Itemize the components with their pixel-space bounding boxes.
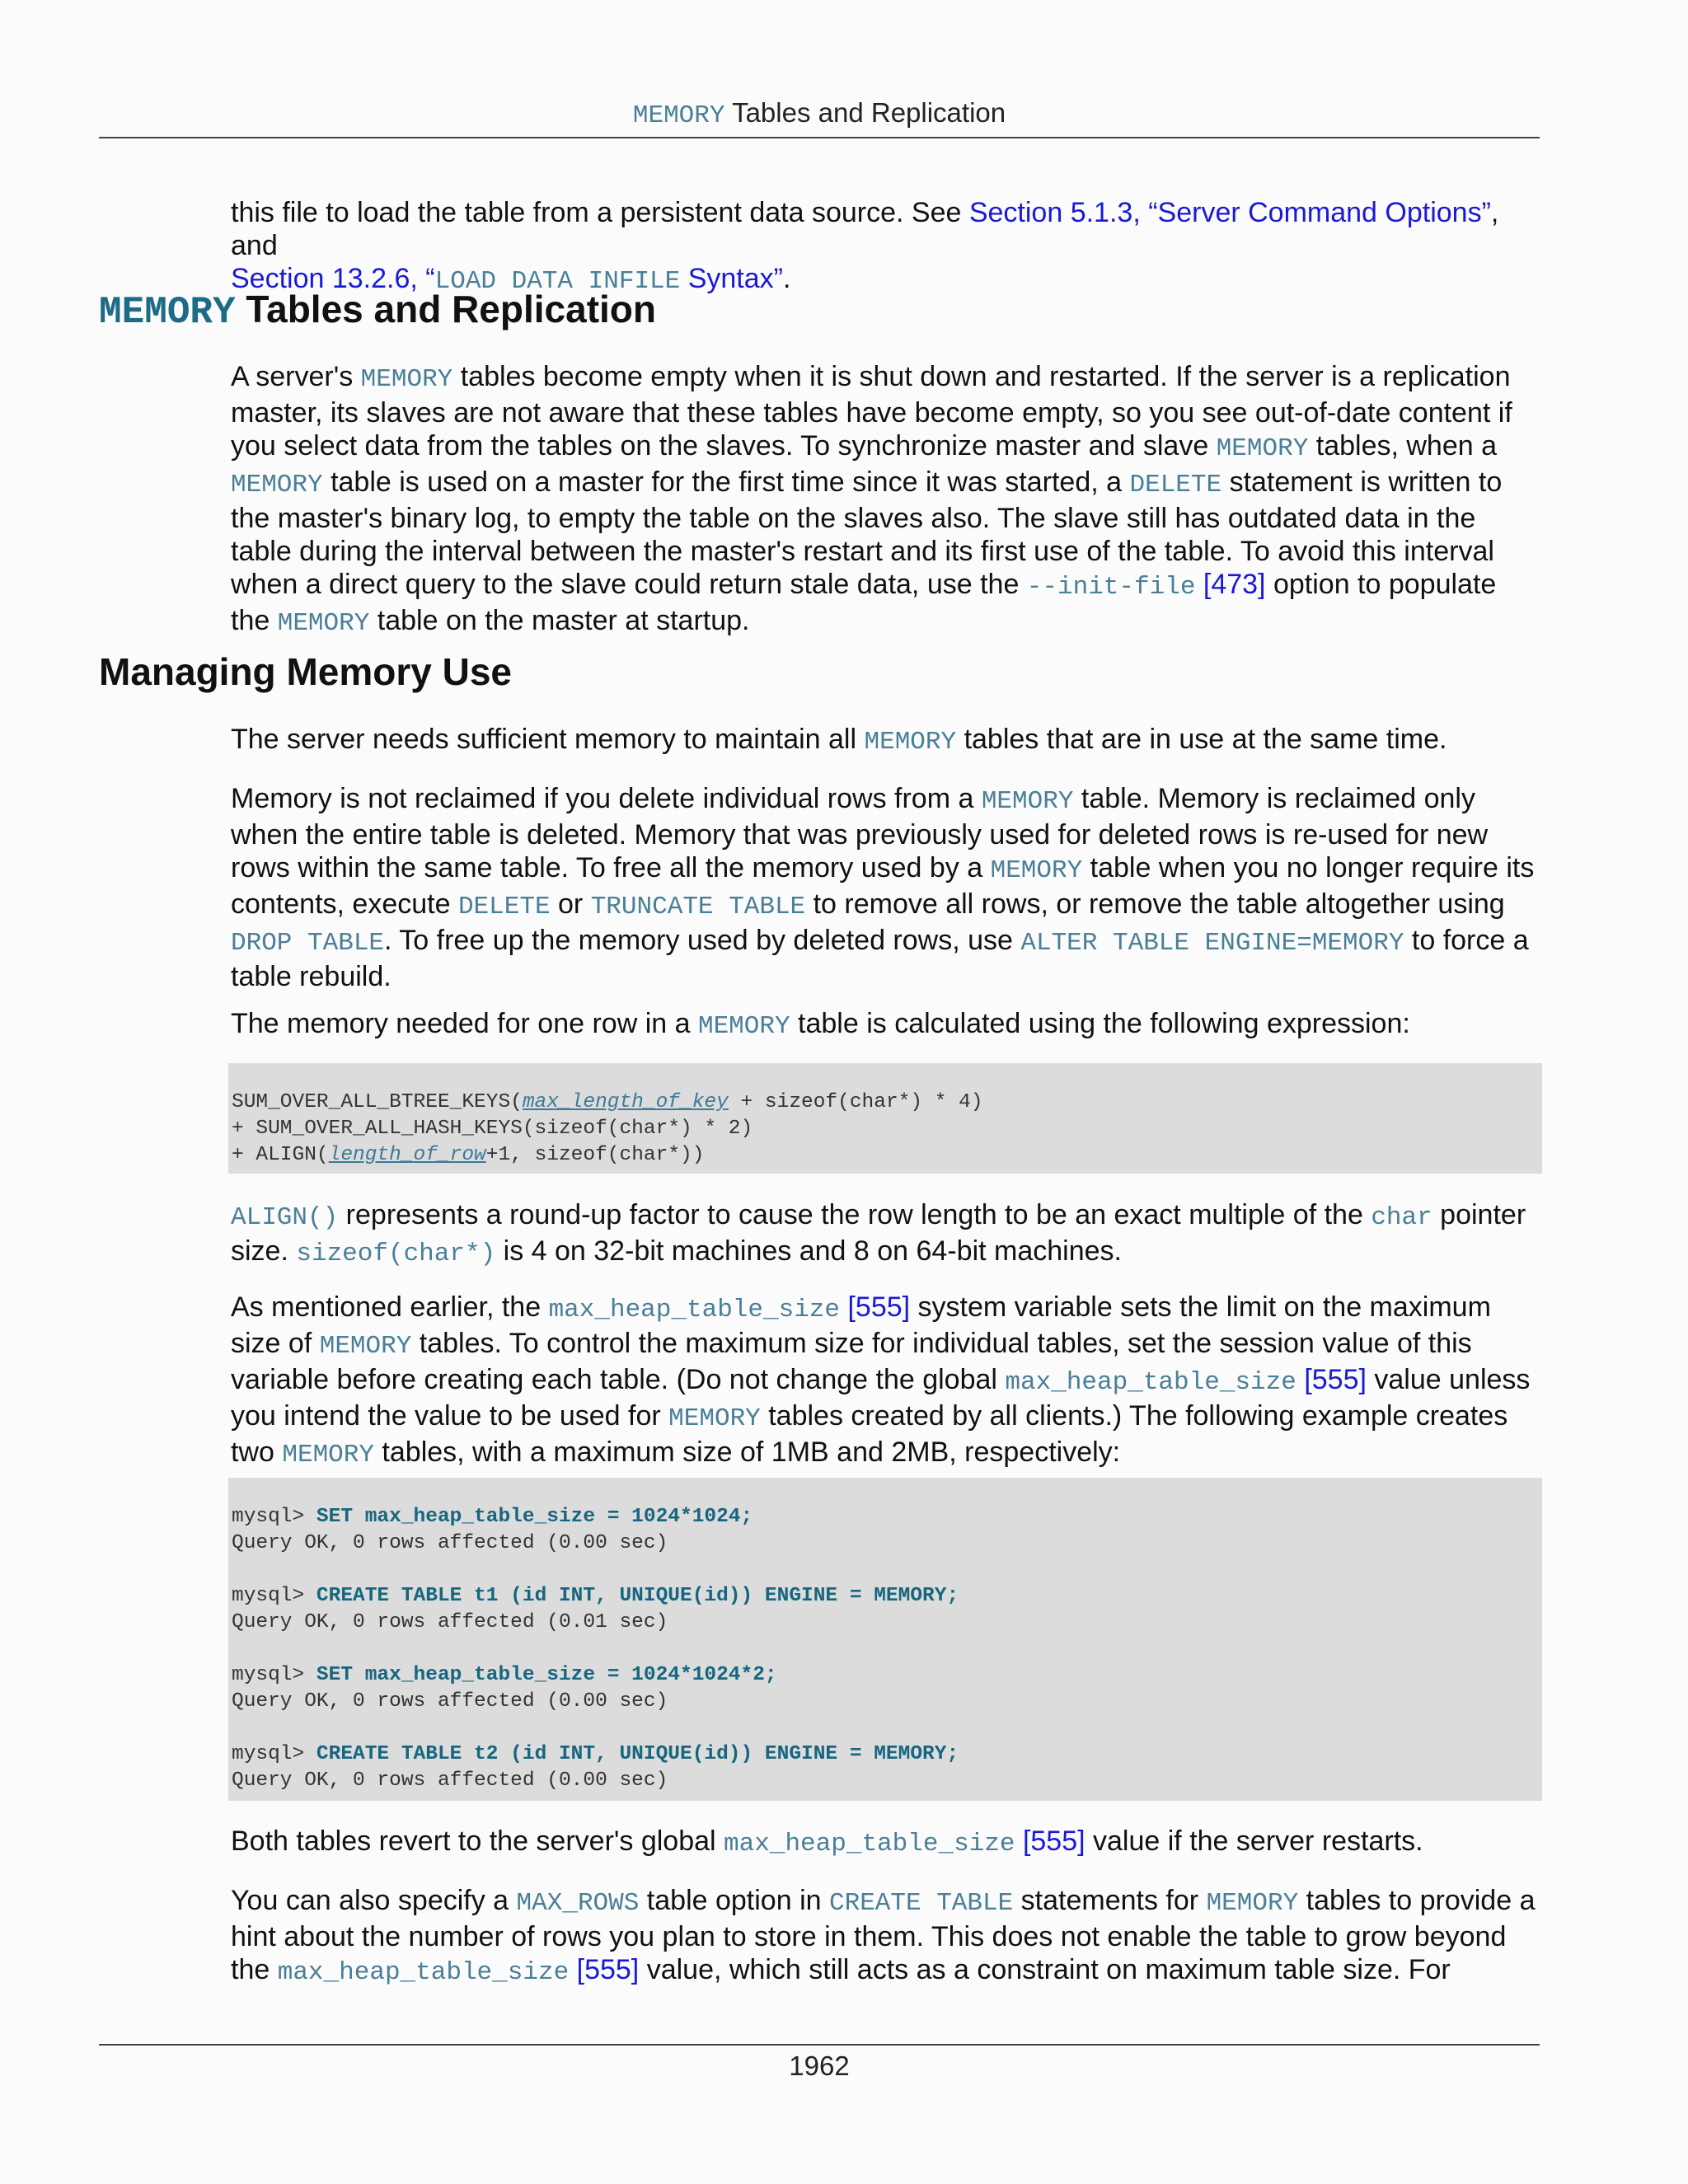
paragraph-max-rows: You can also specify a MAX_ROWS table option in CREATE TABLE statements for MEMORY tables to provide a hint about the number of rows you plan to store in them. This does not enable the table to grow beyond the max_heap_table_size [555] value, which still acts as a constraint on maximum table size. For [231, 1885, 1536, 1987]
link-max-heap-table-size[interactable]: max_heap_table_size [555] [277, 1954, 640, 1987]
paragraph-sufficient-memory: The server needs sufficient memory to maintain all MEMORY tables that are in use at the same time. [231, 724, 1447, 757]
link-max-heap-table-size[interactable]: max_heap_table_size [555] [1005, 1364, 1367, 1397]
replication-paragraph: A server's MEMORY tables become empty when it is shut down and restarted. If the server is a replication master, its slaves are not aware that these tables have become empty, so you see out-of-date content if you select data from the tables on the slaves. To synchronize master and slave MEMORY tables, when a MEMORY table is used on a master for the first time since it was started, a DELETE statement is written to the master's binary log, to empty the table on the slaves also. The slave still has outdated data in the table during the interval between the master's restart and its first use of the table. To avoid this interval when a direct query to the slave could return stale data, use the --init-file [473] option to populate the MEMORY table on the master at startup. [231, 361, 1512, 638]
code-block-example: mysql> SET max_heap_table_size = 1024*1024; Query OK, 0 rows affected (0.00 sec) mysql> CREATE TABLE t1 (id INT, UNIQUE(id)) ENGINE = MEMORY; Query OK, 0 rows affected (0.01 sec) mysql> SET max_heap_table_size = 1024*1024*2; Query OK, 0 rows affected (0.00 sec) mysql> CREATE TABLE t2 (id INT, UNIQUE(id)) ENGINE = MEMORY; Query OK, 0 rows affected (0.00 sec) [228, 1478, 1542, 1801]
paragraph-row-memory: The memory needed for one row in a MEMORY table is calculated using the following expression: [231, 1008, 1410, 1041]
link-load-data-infile[interactable]: Section 13.2.6, “LOAD DATA INFILE Syntax” [231, 263, 783, 296]
section-heading-managing-memory: Managing Memory Use [99, 650, 512, 693]
link-init-file[interactable]: --init-file [473] [1026, 569, 1266, 602]
link-max-heap-table-size[interactable]: max_heap_table_size [555] [548, 1291, 911, 1324]
paragraph-max-heap: As mentioned earlier, the max_heap_table_size [555] system variable sets the limit on the maximum size of MEMORY tables. To control the maximum size for individual tables, set the session value of this variable before creating each table. (Do not change the global max_heap_table_size [555] value unless you intend the value to be used for MEMORY tables created by all clients.) The following example creates two MEMORY tables, with a maximum size of 1MB and 2MB, respectively: [231, 1291, 1531, 1469]
code-block-expression: SUM_OVER_ALL_BTREE_KEYS(max_length_of_key + sizeof(char*) * 4) + SUM_OVER_ALL_HASH_KEYS(sizeof(char*) * 2) + ALIGN(length_of_row+1, sizeof(char*)) [228, 1063, 1542, 1174]
link-max-heap-table-size[interactable]: max_heap_table_size [555] [724, 1825, 1085, 1858]
running-header-title: Tables and Replication [724, 97, 1006, 128]
page-number: 1962 [789, 2050, 850, 2081]
paragraph-align: ALIGN() represents a round-up factor to cause the row length to be an exact multiple of the char pointer size. sizeof(char*) is 4 on 32-bit machines and 8 on 64-bit machines. [231, 1199, 1526, 1268]
header-rule [99, 137, 1540, 138]
intro-paragraph: this file to load the table from a persistent data source. See Section 5.1.3, “Server Command Options”, and Section 13.2.6, “LOAD DATA INFILE Syntax”. [231, 197, 1499, 296]
running-header-code: MEMORY [632, 101, 725, 130]
footer-rule [99, 2044, 1540, 2046]
paragraph-revert: Both tables revert to the server's global max_heap_table_size [555] value if the server restarts. [231, 1825, 1423, 1858]
section-heading-memory-replication: MEMORY Tables and Replication [99, 288, 656, 334]
paragraph-memory-reclaimed: Memory is not reclaimed if you delete individual rows from a MEMORY table. Memory is reclaimed only when the entire table is deleted. Memory that was previously used for deleted rows is re-used for new rows within the same table. To free all the memory used by a MEMORY table when you no longer require its contents, execute DELETE or TRUNCATE TABLE to remove all rows, or remove the table altogether using DROP TABLE. To free up the memory used by deleted rows, use ALTER TABLE ENGINE=MEMORY to force a table rebuild. [231, 783, 1535, 992]
link-server-command-options[interactable]: Section 5.1.3, “Server Command Options” [968, 197, 1491, 228]
running-header [99, 97, 1540, 130]
